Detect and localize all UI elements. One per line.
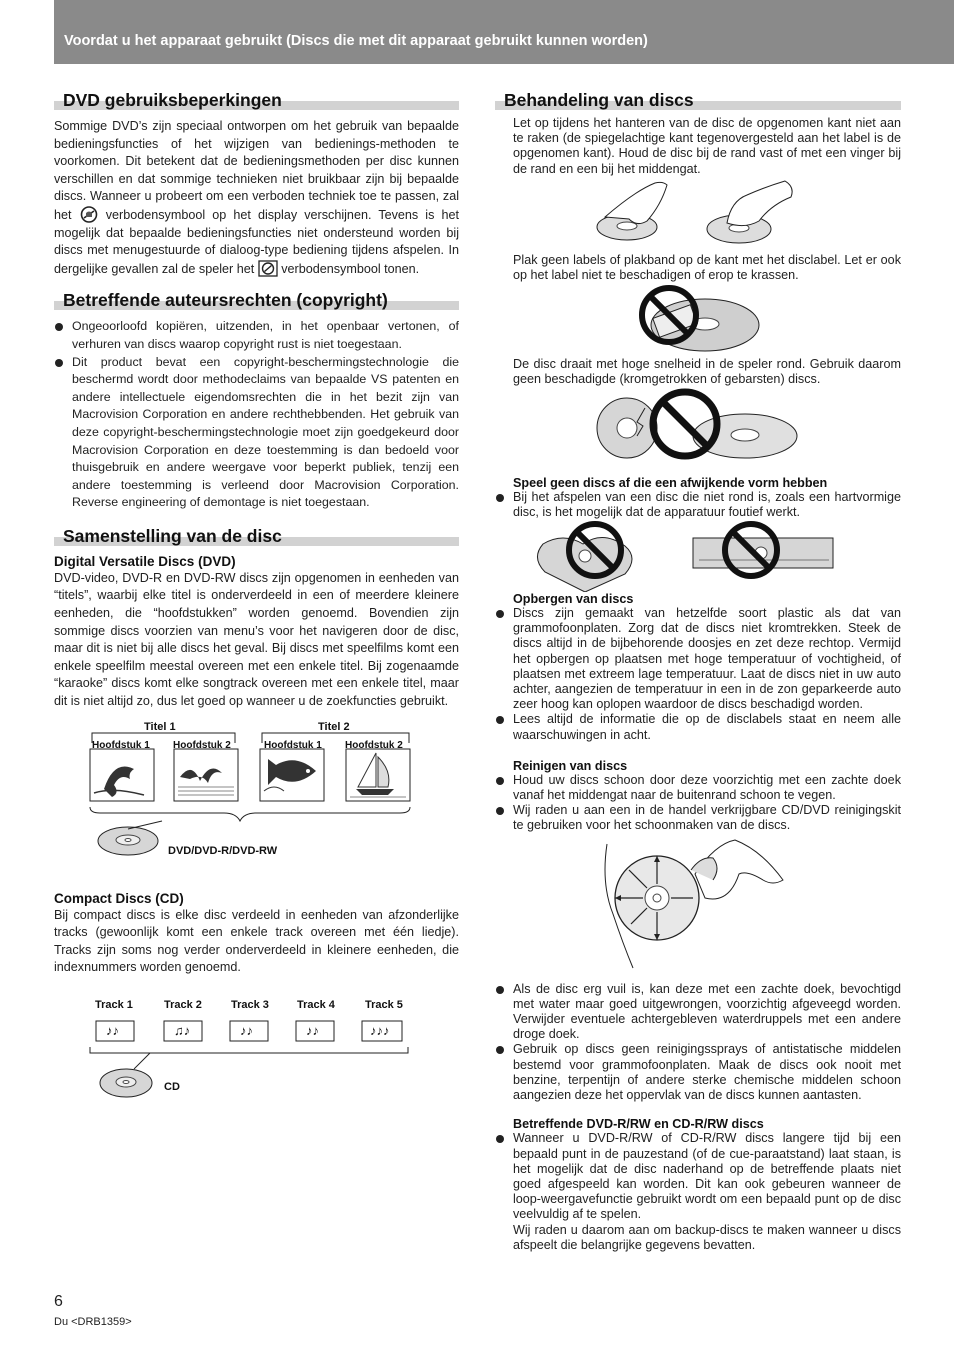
list-item: Bij het afspelen van een disc die niet rond is, zoals een hartvormige disc, is het mogelijk dat de apparatuur foutief werkt. [495,490,901,520]
chapter-label: Hoofdstuk 2 [345,739,403,751]
chapter-label: Hoofdstuk 1 [264,739,322,751]
track-label: Track 4 [297,999,335,1011]
cd-disc-label: CD [164,1081,180,1093]
title-1-label: Titel 1 [144,720,176,733]
music-note-icon: ♪♪ [306,1023,319,1038]
list-item: Lees altijd de informatie die op de disclabels staat en neem alle waarschuwingen in acht. [495,712,901,742]
track-label: Track 5 [365,999,403,1011]
list-item: Dit product bevat een copyright-beschermingstechnologie die beschermd wordt door methodeclaims van bepaalde VS patenten en andere intellectuele eigendomsrechten die in het bezit zijn van Macrovision Corporation en andere rechthebbenden. Het gebruik van deze copyright-beschermingstechnologie moet zijn goedgekeurd door Macrovision Corporation en deze toestemming is dan bedoeld voor thuisgebruik en andere weergave voor beperkt publiek, tenzij een andere toestemming is verleend door Macrovision Corporation. Reverse engineering of demontage is niet toegestaan. [54,354,459,512]
section-heading-dvd-restrictions: DVD gebruiksbeperkingen [54,90,459,112]
dvd-disc-label: DVD/DVD-R/DVD-RW [168,844,278,857]
music-note-icon: ♫♪ [174,1023,191,1038]
page-header-title: Voordat u het apparaat gebruikt (Discs die met dit apparaat gebruikt kunnen worden) [64,33,648,49]
chapter-label: Hoofdstuk 2 [173,739,231,751]
chapter-label: Hoofdstuk 1 [92,739,150,751]
track-label: Track 3 [231,999,269,1011]
list-item: Ongeoorloofd kopiëren, uitzenden, in het openbaar vertonen, of verhuren van discs waarop copyright rust is niet toegestaan. [54,318,459,353]
cd-structure-diagram [54,997,459,1107]
rw-discs-subheading: Betreffende DVD-R/RW en CD-R/RW discs [513,1117,764,1132]
cleaning-disc-illustration [495,834,901,974]
odd-shape-list [495,490,901,520]
track-label: Track 1 [95,999,133,1011]
dvd-subheading: Digital Versatile Discs (DVD) [54,553,236,569]
title-2-label: Titel 2 [318,720,350,733]
dvd-restrictions-text: Sommige DVD’s zijn speciaal ontworpen om het gebruik van bepaalde bedieningsfuncties of het wijzigen van bedienings-methoden te voorkomen. Dit betekent dat de bedieningsmethoden per disc kunnen verschillen en dat sommige technieken niet bruikbaar zijn bij bepaalde discs. Wanneer u probeert om een verboden techniek toe te passen, zal het verbodensymbool op het display verschijnen. Tevens is het mogelijk dat bepaalde bedieningsfuncties niet ondersteund worden bij discs met menugestuurde of dialoog-type bediening tijdens afspelen. In dergelijke gevallen zal de speler het verbodensymbool tonen. [54,119,460,276]
music-note-icon: ♪♪ [106,1023,119,1038]
cd-subheading: Compact Discs (CD) [54,890,184,906]
prohibited-hand-icon [79,206,99,223]
section-heading-disc-structure: Samenstelling van de disc [54,526,459,548]
copyright-list [54,318,459,512]
track-label: Track 2 [164,999,202,1011]
music-note-icon: ♪♪♪ [370,1023,390,1038]
storage-list [495,606,901,743]
music-note-icon: ♪♪ [240,1023,253,1038]
left-column [54,90,459,1107]
list-item: Als de disc erg vuil is, kan deze met een zachte doek, bevochtigd met water maar goed uitgewrongen, voorzichtig afgeveegd worden. Verwijder eventuele achtergebleven waterdruppels met een andere droge doek. [495,982,901,1043]
list-item: Wanneer u DVD-R/RW of CD-R/RW discs langere tijd bij een bepaald punt in de pauzestand (of de cue-paraatstand) laat staan, is het mogelijk dat de disc naderhand op de betreffende plaats niet goed afgespeeld kan worden. Dit kan ook gebeuren wanneer de loop-weergavefunctie gebruikt wordt om een bepaald punt op de disc veelvuldig af te spelen. Wij raden u daarom aan om backup-discs te maken wanneer u discs afspeelt die belangrijke gegevens bevatten. [495,1131,901,1253]
hands-holding-disc-illustration [495,177,901,253]
dvd-structure-text: DVD-video, DVD-R en DVD-RW discs zijn opgenomen in eenheden van “titels”, waarbij elke titel is onderverdeeld in een of meerdere kleinere eenheden, die “hoofdstukken” worden genoemd. Bovendien zijn sommige discs voorzien van menu’s voor het navigeren door de disc, maar dit is niet bij alle discs het geval. Bij discs met speelfilms komt een enkele speelfilm meestal overeen met een enkele titel. Bij zogenaamde “karaoke” discs komt elke songtrack overeen met een enkele titel, maar dit is niet altijd zo, dus let goed op wanneer u de zoekfuncties gebruikt. [54,570,459,709]
handling-text-2: Plak geen labels of plakband op de kant met het disclabel. Let er ook op het label niet te beschadigen of erop te krassen. [513,252,901,283]
odd-shape-subheading: Speel geen discs af die een afwijkende vorm hebben [513,475,828,490]
cd-structure-text: Bij compact discs is elke disc verdeeld in eenheden van afzonderlijke tracks (gewoonlijk komt een enkele track overeen met één liedje). Tracks zijn soms nog verder onderverdeeld in kleinere eenheden, die indexnummers worden genoemd. [54,907,459,975]
damaged-disc-illustration [495,388,901,474]
list-item: Wij raden u aan een in de handel verkrijgbare CD/DVD reinigingskit te gebruiken voor het schoonmaken van de discs. [495,803,901,833]
storage-subheading: Opbergen van discs [513,592,634,607]
handling-text-3: De disc draait met hoge snelheid in de speler rond. Gebruik daarom geen beschadigde (kromgetrokken of gebarsten) discs. [513,357,901,387]
list-item: Discs zijn gemaakt van hetzelfde soort plastic als dat van grammofoonplaten. Zorg dat de discs niet kromtrekken. Steek de discs altijd in de bijbehorende doosjes en zet deze rechtop. Vermijd het opbergen op plaatsen met hoge temperatuur of vochtigheid, of plaatsen met extreem lage temperatuur. Laat de discs niet in uw auto achter, aangezien de temperatuur in een in de zon geparkeerde auto zeer hoog kan oplopen waardoor de discs beschadigd worden. [495,606,901,712]
no-labels-illustration [495,283,901,357]
dvd-structure-diagram [54,719,459,889]
cleaning-subheading: Reinigen van discs [513,758,628,773]
handling-text-1: Let op tijdens het hanteren van de disc de opgenomen kant niet aan te raken (de spiegelachtige kant tegenovergesteld aan het label is de opgenomen kant). Houd de disc bij de rand vast of met een vinger bij de rand en een bij het middengat. [513,116,901,176]
cleaning-list [495,773,901,834]
list-item: Gebruik op discs geen reinigingssprays of antistatische middelen bestemd voor grammofoonplaten. Maak de discs ook nooit met benzine, terpentijn of andere sterke chemische middelen schoon aangezien deze het oppervlak van de discs kunnen aantasten. [495,1042,901,1103]
page-header-bar [54,0,954,64]
document-code: Du <DRB1359> [54,1316,132,1328]
list-item: Houd uw discs schoon door deze voorzichtig met een zachte doek vanaf het middengat naar de buitenrand schoon te vegen. [495,773,901,803]
right-column [495,90,901,1253]
non-round-disc-illustration [495,520,901,592]
section-heading-disc-handling: Behandeling van discs [495,90,901,112]
prohibited-hand-icon-2 [258,260,278,277]
rw-discs-list [495,1131,901,1253]
section-heading-copyright: Betreffende auteursrechten (copyright) [54,290,459,312]
cleaning-list-2 [495,982,901,1104]
page-number: 6 [54,1293,63,1310]
